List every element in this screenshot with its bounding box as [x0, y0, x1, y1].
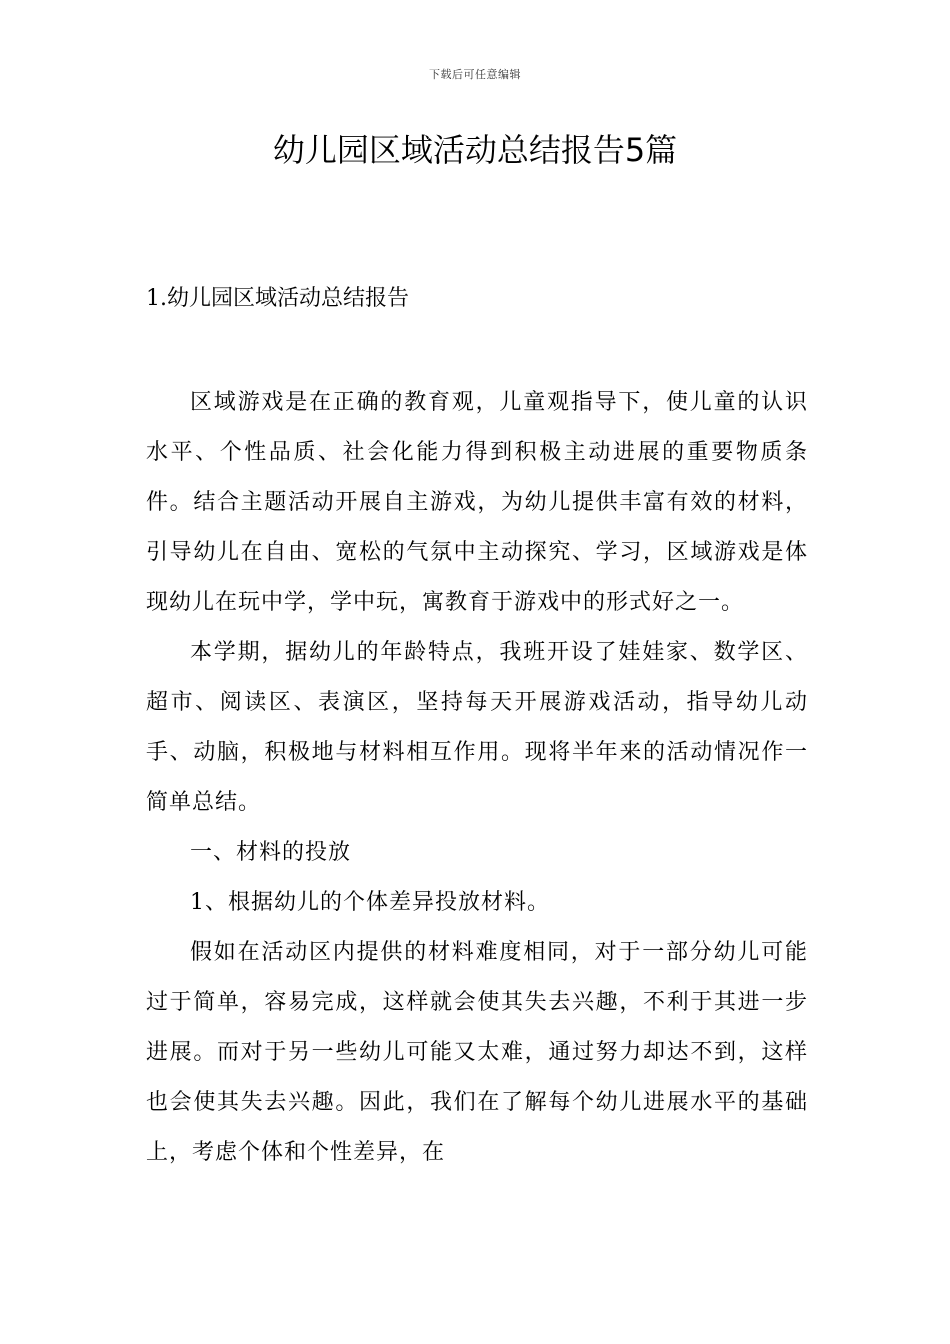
subheading-individual-differences: 1、根据幼儿的个体差异投放材料。 [190, 890, 550, 915]
paragraph-intro: 区域游戏是在正确的教育观，儿童观指导下，使儿童的认识水平、个性品质、社会化能力得到积极主动进展的重要物质条件。结合主题活动开展自主游戏，为幼儿提供丰富有效的材料，引导幼儿在自由、宽松的气氛中主动探究、学习，区域游戏是体现幼儿在玩中学，学中玩，寓教育于游戏中的形式好之一。 [146, 390, 808, 615]
section-heading: 1.幼儿园区域活动总结报告 [146, 286, 409, 311]
document-title: 幼儿园区域活动总结报告5篇 [272, 131, 678, 169]
header-note: 下载后可任意编辑 [429, 68, 521, 81]
paragraph-semester: 本学期，据幼儿的年龄特点，我班开设了娃娃家、数学区、超市、阅读区、表演区，坚持每天开展游戏活动，指导幼儿动手、动脑，积极地与材料相互作用。现将半年来的活动情况作一简单总结。 [146, 640, 808, 815]
paragraph-difficulty: 假如在活动区内提供的材料难度相同，对于一部分幼儿可能过于简单，容易完成，这样就会使其失去兴趣，不利于其进一步进展。而对于另一些幼儿可能又太难，通过努力却达不到，这样也会使其失去兴趣。因此，我们在了解每个幼儿进展水平的基础上，考虑个体和个性差异，在 [146, 940, 808, 1165]
body-text [146, 378, 808, 1178]
subheading-materials: 一、材料的投放 [190, 840, 352, 865]
